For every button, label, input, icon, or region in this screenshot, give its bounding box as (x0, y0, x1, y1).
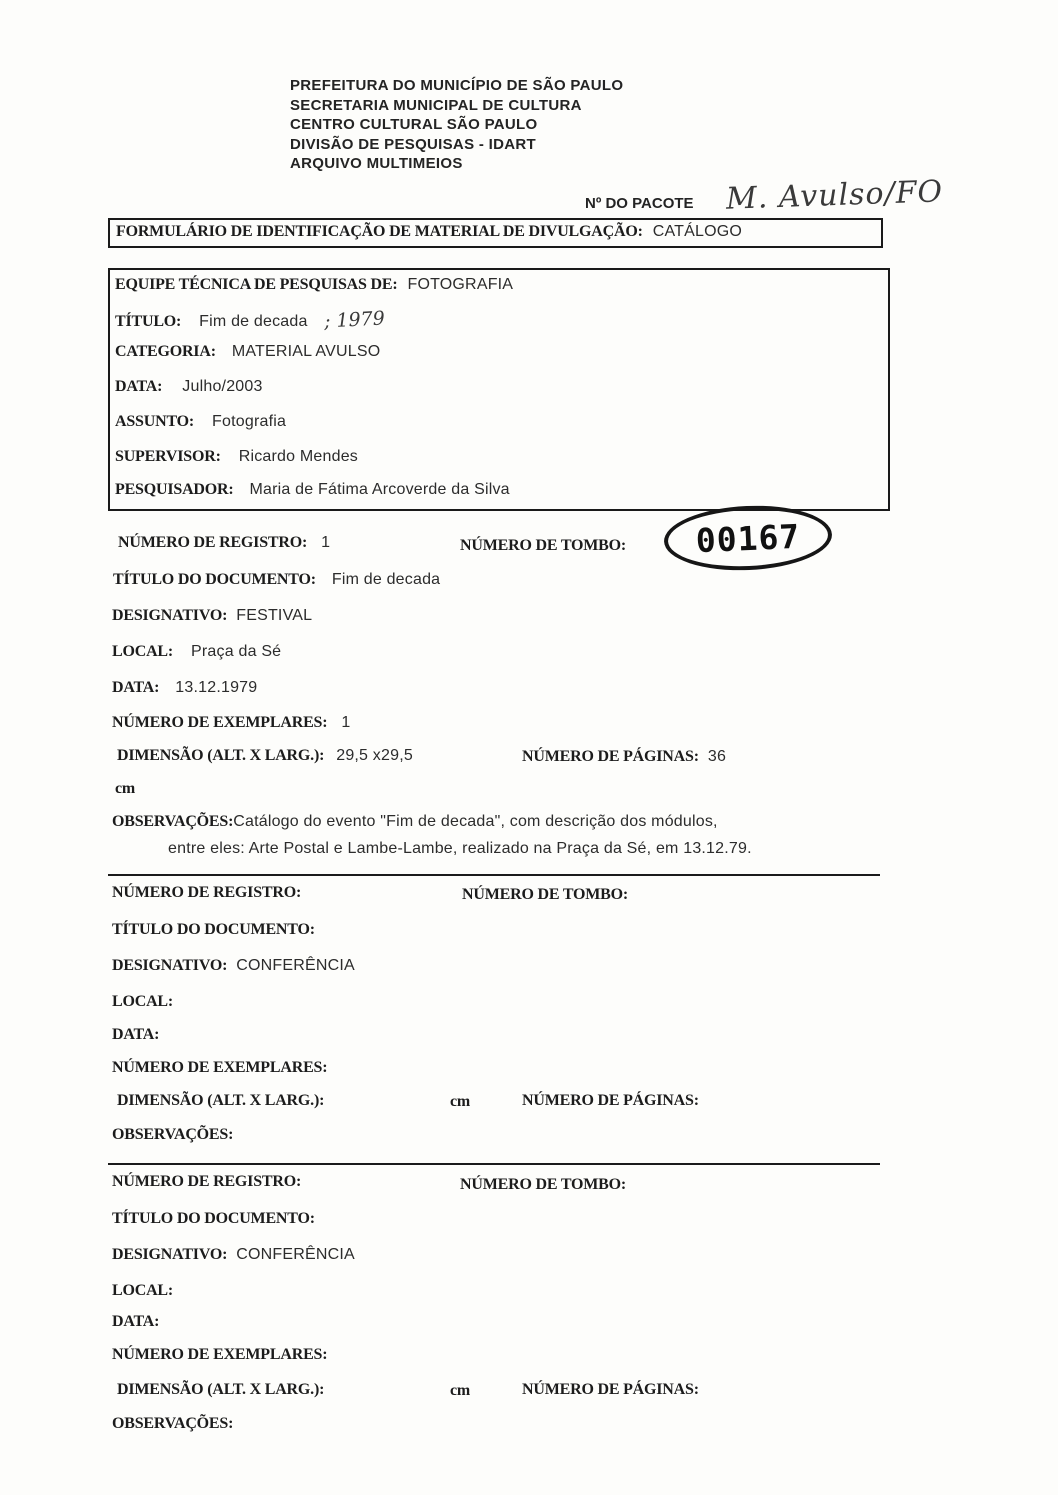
r1-data-value: 13.12.1979 (175, 679, 258, 696)
r3-designativo-row (112, 1246, 355, 1264)
r3-titulo-doc-label: TÍTULO DO DOCUMENTO: (112, 1210, 315, 1227)
r1-registro-row (118, 534, 330, 552)
categoria-label: CATEGORIA: (115, 343, 216, 360)
stamp-number: 00167 (695, 516, 801, 560)
r2-exemplares-row (112, 1059, 327, 1077)
agency-line-5: ARQUIVO MULTIMEIOS (290, 155, 463, 172)
r1-dimensao-value: 29,5 x29,5 (336, 747, 413, 764)
r1-registro-label: NÚMERO DE REGISTRO: (118, 534, 308, 551)
titulo-value: Fim de decada (199, 313, 308, 330)
r1-titulo-doc-label: TÍTULO DO DOCUMENTO: (113, 571, 316, 588)
r3-exemplares-row (112, 1346, 327, 1364)
r2-tombo-row (462, 886, 628, 904)
r1-data-label: DATA: (112, 679, 160, 696)
agency-line-3: CENTRO CULTURAL SÃO PAULO (290, 116, 538, 133)
assunto-label: ASSUNTO: (115, 413, 195, 430)
r1-data-row (112, 679, 257, 697)
r3-dimensao-label: DIMENSÃO (ALT. X LARG.): (117, 1381, 325, 1398)
data-row (115, 378, 263, 396)
r1-designativo-label: DESIGNATIVO: (112, 607, 228, 624)
r2-exemplares-label: NÚMERO DE EXEMPLARES: (112, 1059, 328, 1076)
r2-local-row (112, 993, 173, 1011)
r2-observacoes-label: OBSERVAÇÕES: (112, 1126, 234, 1143)
r3-observacoes-row (112, 1415, 233, 1433)
r3-dimensao-row (117, 1381, 324, 1399)
r2-cm-label: cm (450, 1093, 471, 1110)
r1-titulo-doc-row (113, 571, 440, 589)
pesquisador-row (115, 481, 510, 499)
r1-dimensao-row (117, 747, 413, 765)
r2-observacoes-row (112, 1126, 233, 1144)
r1-exemplares-value: 1 (341, 714, 351, 731)
r2-titulo-doc-label: TÍTULO DO DOCUMENTO: (112, 921, 315, 938)
data-label: DATA: (115, 378, 163, 395)
r3-paginas-label: NÚMERO DE PÁGINAS: (522, 1381, 699, 1398)
r1-local-row (112, 643, 281, 661)
r1-titulo-doc-value: Fim de decada (331, 571, 441, 588)
supervisor-label: SUPERVISOR: (115, 448, 221, 465)
form-title-label: FORMULÁRIO DE IDENTIFICAÇÃO DE MATERIAL DE DIVULGAÇÃO: (116, 223, 643, 240)
r2-titulo-doc-row (112, 921, 315, 939)
section-divider-1 (108, 874, 880, 876)
r1-designativo-row (112, 607, 312, 625)
r1-exemplares-label: NÚMERO DE EXEMPLARES: (112, 714, 328, 731)
r2-registro-label: NÚMERO DE REGISTRO: (112, 884, 302, 901)
r2-dimensao-label: DIMENSÃO (ALT. X LARG.): (117, 1092, 325, 1109)
r3-data-label: DATA: (112, 1313, 160, 1330)
equipe-value: FOTOGRAFIA (407, 276, 514, 293)
r2-registro-row (112, 884, 301, 902)
r2-tombo-label: NÚMERO DE TOMBO: (462, 886, 628, 903)
r3-data-row (112, 1313, 159, 1331)
tombo-number-stamp (663, 502, 834, 573)
equipe-row (115, 276, 513, 294)
r1-local-value: Praça da Sé (191, 643, 282, 660)
r1-exemplares-row (112, 714, 350, 732)
r1-paginas-label: NÚMERO DE PÁGINAS: (522, 748, 699, 765)
r2-paginas-label: NÚMERO DE PÁGINAS: (522, 1092, 699, 1109)
pesquisador-label: PESQUISADOR: (115, 481, 234, 498)
pesquisador-value: Maria de Fátima Arcoverde da Silva (249, 481, 510, 498)
r1-paginas-row (522, 748, 726, 766)
r1-tombo-row (460, 537, 626, 555)
supervisor-value: Ricardo Mendes (238, 448, 359, 465)
agency-line-1: PREFEITURA DO MUNICÍPIO DE SÃO PAULO (290, 77, 624, 94)
r3-titulo-doc-row (112, 1210, 315, 1228)
titulo-handwriting: ; 1979 (323, 307, 385, 333)
r3-designativo-value: CONFERÊNCIA (236, 1246, 355, 1263)
pacote-label-text: Nº DO PACOTE (585, 195, 694, 212)
r3-paginas-row (522, 1381, 699, 1399)
r1-registro-value: 1 (321, 534, 331, 551)
r3-registro-row (112, 1173, 301, 1191)
r1-designativo-value: FESTIVAL (236, 607, 313, 624)
titulo-label: TÍTULO: (115, 313, 182, 330)
r3-local-row (112, 1282, 173, 1300)
r1-observacoes-row2 (168, 840, 752, 858)
r2-designativo-label: DESIGNATIVO: (112, 957, 228, 974)
r3-cm-row (450, 1382, 470, 1400)
r3-registro-label: NÚMERO DE REGISTRO: (112, 1173, 302, 1190)
assunto-row (115, 413, 286, 431)
form-title-value: CATÁLOGO (652, 223, 743, 240)
data-value: Julho/2003 (182, 378, 263, 395)
r3-local-label: LOCAL: (112, 1282, 174, 1299)
r3-tombo-label: NÚMERO DE TOMBO: (460, 1176, 626, 1193)
r1-dimensao-label: DIMENSÃO (ALT. X LARG.): (117, 747, 325, 764)
r2-data-row (112, 1026, 159, 1044)
r3-exemplares-label: NÚMERO DE EXEMPLARES: (112, 1346, 328, 1363)
titulo-row (115, 309, 384, 331)
r2-local-label: LOCAL: (112, 993, 174, 1010)
assunto-value: Fotografia (212, 413, 287, 430)
r2-cm-row (450, 1093, 470, 1111)
r2-dimensao-row (117, 1092, 324, 1110)
r1-observacoes-row (112, 813, 718, 831)
r1-tombo-label: NÚMERO DE TOMBO: (460, 537, 626, 554)
supervisor-row (115, 448, 358, 466)
equipe-label: EQUIPE TÉCNICA DE PESQUISAS DE: (115, 276, 398, 293)
r2-designativo-value: CONFERÊNCIA (236, 957, 355, 974)
r1-local-label: LOCAL: (112, 643, 174, 660)
r1-observacoes-line2: entre eles: Arte Postal e Lambe-Lambe, realizado na Praça da Sé, em 13.12.79. (168, 840, 752, 857)
r1-observacoes-label: OBSERVAÇÕES: (112, 813, 234, 830)
pacote-handwritten-value (725, 174, 944, 217)
form-title-box (108, 218, 883, 248)
handwriting: M. Avulso/FO (725, 174, 944, 217)
r3-observacoes-label: OBSERVAÇÕES: (112, 1415, 234, 1432)
section-divider-2 (108, 1163, 880, 1165)
r2-paginas-row (522, 1092, 699, 1110)
r2-data-label: DATA: (112, 1026, 160, 1043)
agency-line-2: SECRETARIA MUNICIPAL DE CULTURA (290, 96, 582, 114)
agency-letterhead (290, 76, 623, 174)
r3-cm-label: cm (450, 1382, 471, 1399)
r3-designativo-label: DESIGNATIVO: (112, 1246, 228, 1263)
categoria-value: MATERIAL AVULSO (231, 343, 381, 360)
r1-cm-row (115, 780, 135, 798)
r1-observacoes-line1: Catálogo do evento "Fim de decada", com descrição dos módulos, (233, 813, 718, 830)
agency-line-4: DIVISÃO DE PESQUISAS - IDART (290, 135, 536, 153)
r1-paginas-value: 36 (707, 748, 727, 765)
pacote-label (585, 195, 694, 213)
r2-designativo-row (112, 957, 355, 975)
r3-tombo-row (460, 1176, 626, 1194)
categoria-row (115, 343, 380, 361)
r1-cm-label: cm (115, 780, 136, 797)
